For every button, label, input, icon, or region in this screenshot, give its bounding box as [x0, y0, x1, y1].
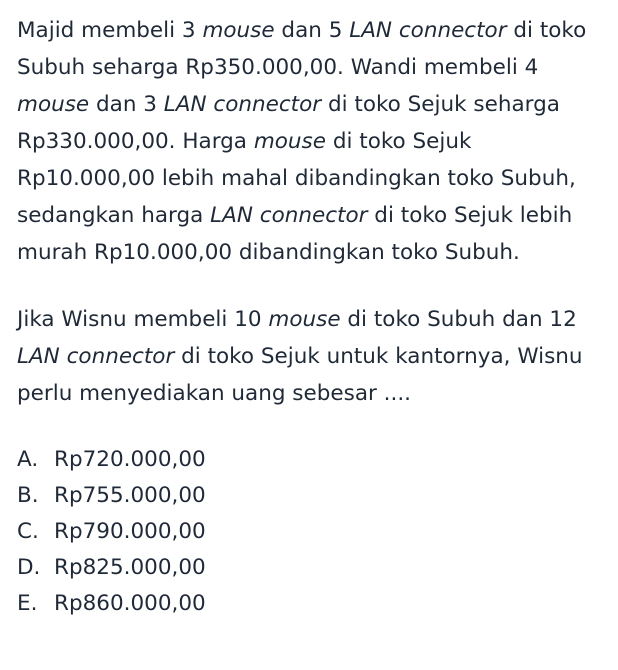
italic-term: LAN connector [163, 92, 322, 117]
text-run: di toko Sejuk lebih murah Rp10.000,00 dibandingkan toko Subuh. [17, 203, 573, 265]
question-paragraph-1 [17, 12, 604, 271]
italic-term: LAN connector [349, 18, 507, 43]
answer-option-e[interactable] [17, 586, 604, 622]
option-letter: B. [17, 483, 39, 508]
italic-term: LAN connector [210, 203, 368, 228]
italic-term: mouse [268, 307, 341, 332]
text-run: dan 5 [274, 18, 350, 43]
text-run: di toko Subuh seharga Rp350.000,00. Wandi membeli 4 [17, 18, 587, 80]
option-text: Rp860.000,00 [54, 591, 206, 616]
option-letter: E. [17, 591, 38, 616]
answer-option-b[interactable] [17, 478, 604, 514]
answer-option-a[interactable] [17, 442, 604, 478]
option-text: Rp790.000,00 [54, 519, 206, 544]
italic-term: LAN connector [17, 344, 175, 369]
text-run: di toko Subuh dan 12 [340, 307, 577, 332]
answer-options-list [17, 442, 604, 622]
option-text: Rp825.000,00 [54, 555, 206, 580]
option-letter: A. [17, 447, 39, 472]
text-run: di toko Sejuk Rp10.000,00 lebih mahal dibandingkan toko Subuh, sedangkan harga [17, 129, 576, 228]
option-letter: C. [17, 519, 39, 544]
italic-term: mouse [17, 92, 90, 117]
answer-option-c[interactable] [17, 514, 604, 550]
option-text: Rp755.000,00 [54, 483, 206, 508]
text-run: Majid membeli 3 [17, 18, 203, 43]
text-run: dan 3 [89, 92, 164, 117]
answer-option-d[interactable] [17, 550, 604, 586]
italic-term: mouse [202, 18, 275, 43]
text-run: di toko Sejuk seharga Rp330.000,00. Harga [17, 92, 560, 154]
option-text: Rp720.000,00 [54, 447, 206, 472]
italic-term: mouse [253, 129, 326, 154]
question-paragraph-2 [17, 301, 604, 412]
text-run: di toko Sejuk untuk kantornya, Wisnu perlu menyediakan uang sebesar .... [17, 344, 583, 406]
text-run: Jika Wisnu membeli 10 [17, 307, 269, 332]
option-letter: D. [17, 555, 41, 580]
